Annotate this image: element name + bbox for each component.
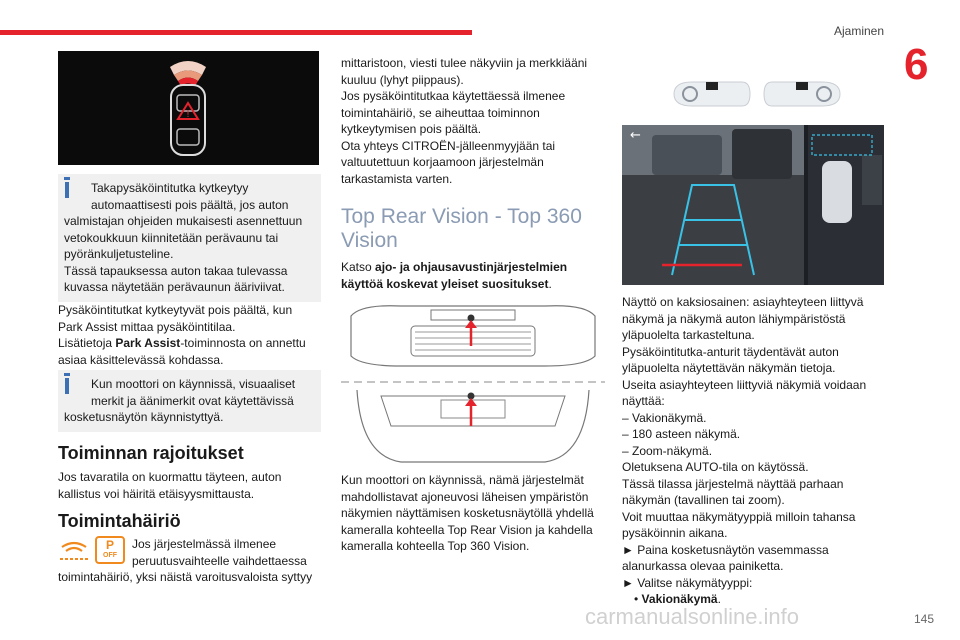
see-prefix: Katso	[341, 260, 376, 274]
c3-line: Näyttö on kaksiosainen: asiayhteyteen liittyvä	[622, 295, 864, 309]
p2-suffix: -toiminnosta on annettu	[180, 336, 306, 350]
park-assist-off-icon: P OFF	[95, 536, 125, 564]
malfunction-continued	[341, 55, 605, 187]
camera-location-diagram	[341, 296, 605, 466]
page-number: 145	[914, 612, 935, 626]
info2-line: kosketusnäytön käynnistyttyä.	[64, 410, 224, 424]
p2-prefix: Lisätietoja	[58, 336, 116, 350]
parking-sensor-illustration	[58, 51, 319, 165]
header-accent-bar	[0, 30, 472, 35]
section-title: Ajaminen	[834, 24, 885, 38]
svg-text:←: ←	[630, 128, 641, 143]
limits-line: kallistus voi häiritä etäisyysmittausta.	[58, 486, 255, 501]
svg-text:!: !	[185, 109, 191, 120]
see-bold: ajo- ja ohjausavustinjärjestelmien	[375, 260, 568, 274]
p2-line	[58, 335, 323, 352]
c3-line: alanurkassa olevaa painiketta.	[622, 559, 784, 573]
c3-line: – Vakionäkymä.	[622, 410, 707, 425]
p-line: näkymien näyttämisen kosketusnäytöllä yhdellä	[341, 506, 594, 520]
info1-line: pyöränkuljetusteline.	[64, 247, 174, 261]
cont-line: valtuutettuun korjaamoon järjestelmän	[341, 155, 544, 169]
heading-malfunction: Toimintahäiriö	[58, 511, 181, 531]
cont-line: toimintahäiriö, se aiheuttaa toiminnon	[341, 105, 540, 120]
limitations-paragraph	[58, 469, 323, 502]
fault-line: peruutusvaihteelle vaihdettaessa	[132, 553, 307, 568]
fault-line: toimintahäiriö, yksi näistä varoitusvaloista syttyy	[58, 570, 313, 584]
info-box-trailer	[58, 174, 321, 302]
off-label: OFF	[103, 552, 117, 559]
info1-line: valmistajan ohjeiden mukaisesti asennettuun	[64, 214, 303, 228]
info1-line: Takapysäköintitutka kytkeytyy	[91, 181, 249, 195]
see-suffix: .	[548, 276, 552, 291]
p-line: kameralla kohteella Top 360 Vision.	[341, 539, 530, 553]
heading-line: Top Rear Vision - Top 360	[341, 205, 582, 228]
cont-line: Jos pysäköintitutkaa käytettäessä ilmenee	[341, 89, 566, 103]
info-icon	[65, 182, 69, 198]
cont-line: mittaristoon, viesti tulee näkyviin ja merkkiääni	[341, 56, 588, 70]
p-line: Kun moottori on käynnissä, nämä järjestelmät	[341, 473, 584, 487]
c3-line: näkymän (tavallinen tai zoom).	[622, 493, 785, 507]
c3-line: näkymä ja näkymä auton lähiympäristöstä	[622, 311, 846, 326]
chapter-number: 6	[904, 40, 929, 89]
p-line: kameralla kohteella Top Rear Vision ja kahdella	[341, 522, 593, 537]
c3-line: yläpuolelta tarkasteltuna.	[622, 328, 755, 342]
c3-line: pysäköinnin aikana.	[622, 526, 728, 540]
c3-line: ► Paina kosketusnäytön vasemmassa	[622, 542, 829, 557]
cameras-paragraph	[341, 472, 605, 555]
heading-top-rear-vision	[341, 205, 582, 253]
cont-line: kuuluu (lyhyt piippaus).	[341, 72, 464, 87]
rear-camera-screen	[622, 125, 884, 285]
c3-line: – 180 asteen näkymä.	[622, 427, 741, 441]
p2-line: asiaa käsittelevässä kohdassa.	[58, 352, 224, 367]
p1-line: Park Assist mittaa pysäköintitilaa.	[58, 319, 236, 334]
info-box-engine	[58, 370, 321, 432]
c3-line: yläpuolelta näytettävän näkymän tietoja.	[622, 361, 836, 375]
malfunction-paragraph	[58, 536, 323, 586]
camera-icons	[672, 74, 842, 114]
cont-line: Ota yhteys CITROËN-jälleenmyyjään tai	[341, 138, 556, 153]
info1-line: automaattisesti pois päältä, jos auton	[91, 197, 289, 212]
info1-line: Tässä tapauksessa auton takaa tulevassa	[64, 263, 288, 278]
p-line: mahdollistavat ajoneuvosi läheisen ympäristön	[341, 489, 589, 504]
c3-line: Useita asiayhteyteen liittyviä näkymiä voidaan	[622, 377, 867, 392]
info2-line: Kun moottori on käynnissä, visuaaliset	[91, 377, 296, 391]
c3-line: Pysäköintitutka-anturit täydentävät auton	[622, 344, 839, 359]
p1-line: Pysäköintitutkat kytkeytyvät pois päältä, kun	[58, 303, 293, 317]
info1-line: vetokoukkuun kiinnitetään perävaunu tai	[64, 230, 279, 245]
info2-line: merkit ja äänimerkit ovat käytettävissä	[91, 393, 294, 408]
c3-line: ► Valitse näkymätyyppi:	[622, 575, 753, 590]
c3-line: Oletuksena AUTO-tila on käytössä.	[622, 460, 809, 474]
limits-line: Jos tavaratila on kuormattu täyteen, auton	[58, 470, 282, 484]
c3-line: Tässä tilassa järjestelmä näyttää parhaan	[622, 476, 844, 491]
c3-line: näyttää:	[622, 394, 665, 408]
heading-line: Vision	[341, 229, 398, 252]
bullet-bold: Vakionäkymä	[641, 592, 718, 606]
cont-line: tarkastamista varten.	[341, 171, 453, 186]
info-icon	[65, 378, 69, 394]
bullet-suffix: .	[717, 592, 721, 606]
display-description	[622, 294, 886, 608]
c3-line: Voit muuttaa näkymätyyppiä milloin tahansa	[622, 509, 856, 524]
c3-bullet: • Vakionäkymä.	[634, 592, 721, 606]
c3-line: – Zoom-näkymä.	[622, 443, 713, 458]
see-bold: käyttöä koskevat yleiset suositukset	[341, 276, 549, 291]
fault-line: Jos järjestelmässä ilmenee	[132, 537, 277, 551]
p2-bold: Park Assist	[115, 336, 181, 350]
park-assist-paragraph	[58, 302, 323, 368]
see-recommendations	[341, 259, 605, 292]
cont-line: kytkeytymisen pois päältä.	[341, 122, 482, 136]
watermark: carmanualsonline.info	[585, 604, 800, 629]
heading-limitations: Toiminnan rajoitukset	[58, 443, 244, 463]
info1-line: kuvassa näytetään perävaunun ääriviivat.	[64, 280, 285, 294]
